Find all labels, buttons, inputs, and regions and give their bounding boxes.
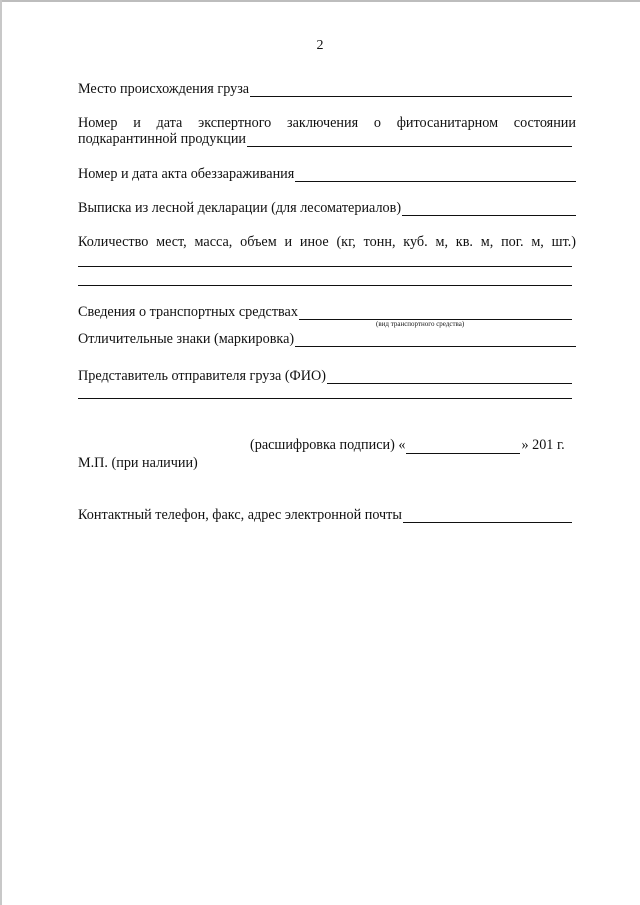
- page-number: 2: [316, 38, 324, 53]
- sender-rep-field-line2[interactable]: [78, 398, 572, 399]
- expert-conclusion-field[interactable]: [247, 133, 572, 147]
- transport-label: Сведения о транспортных средствах: [78, 304, 298, 320]
- quantity-field-line1[interactable]: [78, 266, 572, 267]
- quantity-row: [78, 234, 576, 250]
- quantity-field-line2[interactable]: [78, 285, 572, 286]
- sender-rep-field[interactable]: [327, 370, 572, 384]
- forest-declaration-row: [78, 200, 576, 216]
- expert-conclusion-label-line2: подкарантинной продукции: [78, 131, 247, 147]
- contacts-row: [78, 507, 572, 523]
- expert-conclusion-row2: [78, 131, 572, 147]
- forest-declaration-label: Выписка из лесной декларации (для лесоматериалов): [78, 200, 402, 216]
- contacts-label: Контактный телефон, факс, адрес электронной почты: [78, 507, 402, 523]
- markings-label: Отличительные знаки (маркировка): [78, 331, 295, 347]
- transport-row: [78, 304, 572, 320]
- disinfection-act-label: Номер и дата акта обеззараживания: [78, 166, 295, 182]
- transport-caption: (вид транспортного средства): [376, 320, 465, 328]
- signature-date-field[interactable]: [406, 440, 520, 454]
- scan-edge-left: [0, 0, 2, 905]
- scan-edge-top: [0, 0, 640, 2]
- quantity-label: Количество мест, масса, объем и иное (кг, тонн, куб. м, кв. м, пог. м, шт.): [78, 234, 576, 250]
- disinfection-act-field[interactable]: [295, 168, 576, 182]
- stamp-label: М.П. (при наличии): [78, 455, 198, 471]
- origin-field[interactable]: [250, 83, 572, 97]
- markings-row: [78, 331, 576, 347]
- transport-field[interactable]: [299, 306, 572, 320]
- disinfection-act-row: [78, 166, 576, 182]
- signature-date-suffix: » 201 г.: [521, 437, 565, 453]
- expert-conclusion-row1: [78, 115, 576, 131]
- origin-label: Место происхождения груза: [78, 81, 250, 97]
- signature-decoding-label: (расшифровка подписи) «: [250, 437, 406, 453]
- signature-row: [250, 437, 565, 454]
- contacts-field[interactable]: [403, 509, 572, 523]
- origin-row: [78, 81, 572, 97]
- forest-declaration-field[interactable]: [402, 202, 576, 216]
- sender-rep-row: [78, 368, 572, 384]
- expert-conclusion-label-line1: Номер и дата экспертного заключения о фитосанитарном состоянии: [78, 115, 576, 131]
- markings-field[interactable]: [295, 333, 576, 347]
- sender-rep-label: Представитель отправителя груза (ФИО): [78, 368, 326, 384]
